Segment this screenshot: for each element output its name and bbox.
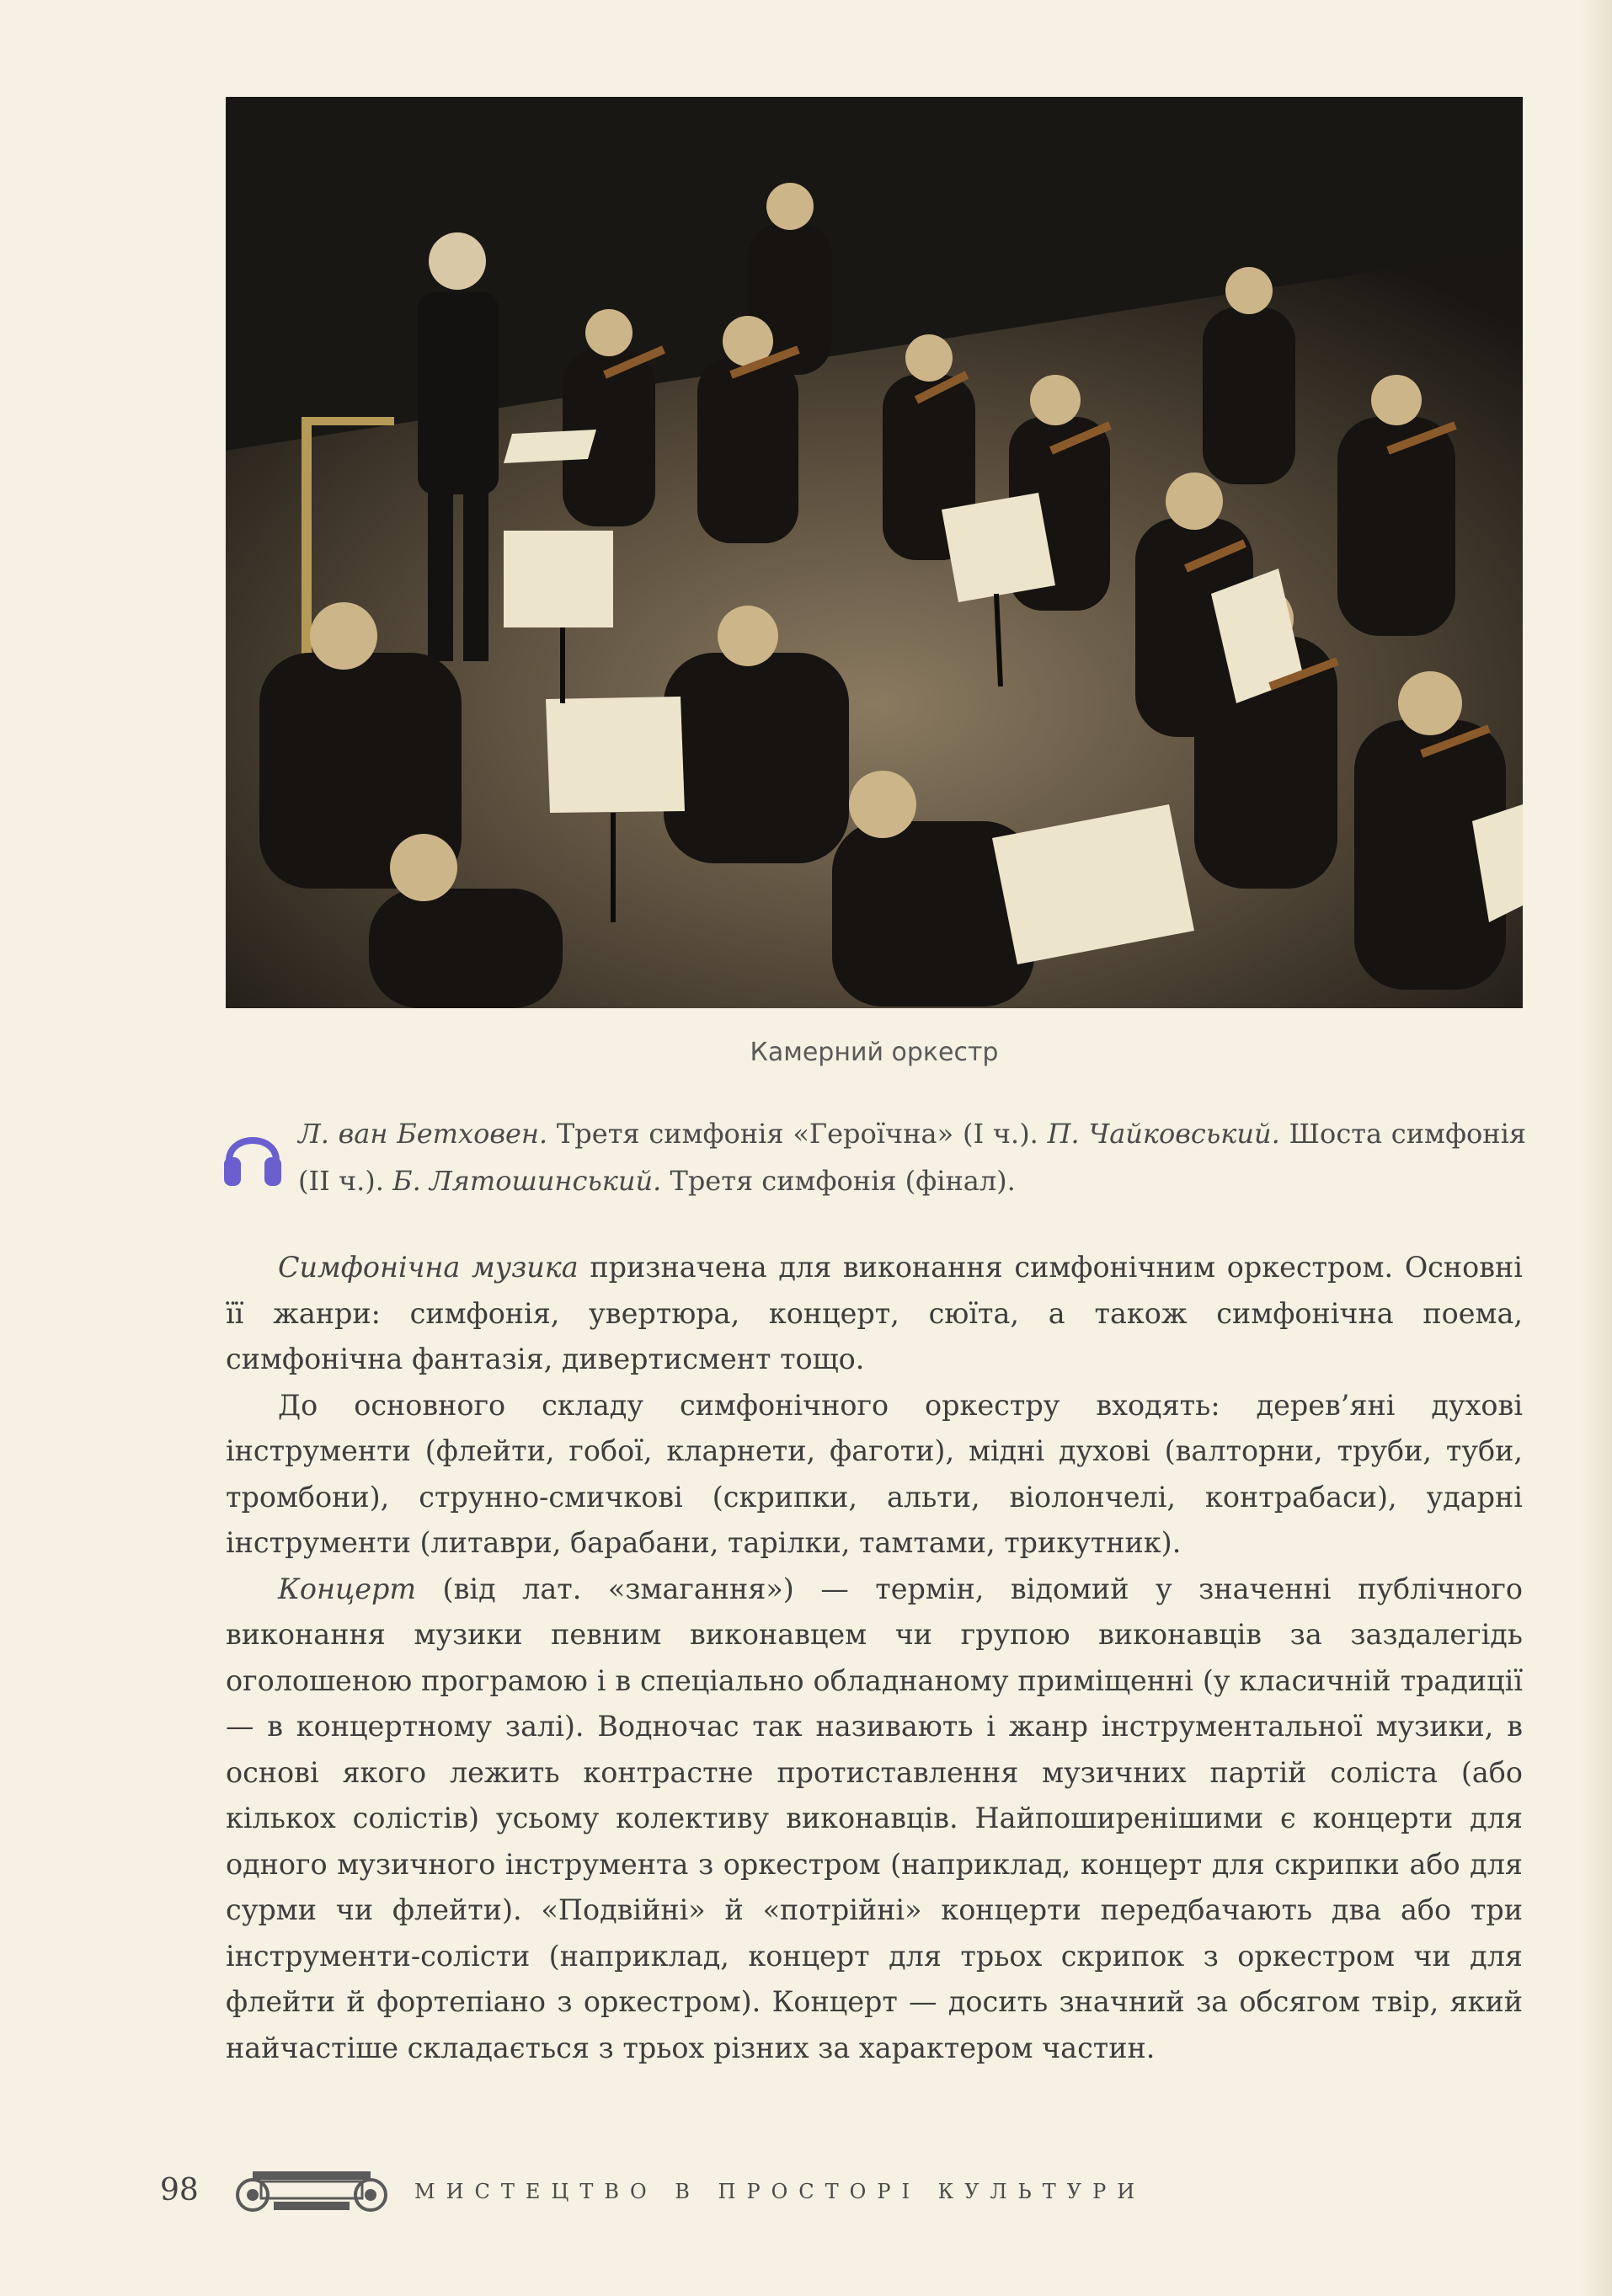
composer-lyatoshynsky: Б. Лятошинський. — [392, 1165, 662, 1197]
photo-caption: Камерний оркестр — [750, 1038, 999, 1067]
headphones-icon — [221, 1120, 285, 1191]
page-number: 98 — [160, 2173, 199, 2208]
body-text — [226, 1245, 1523, 2071]
composer-tchaikovsky: П. Чайковський. — [1047, 1118, 1280, 1150]
orchestra-photo — [226, 97, 1523, 1008]
paragraph-text: До основного складу симфонічного оркестру входять: дерев’яні духові інструменти (флейти, гобої, кларнети, фаготи), мідні духові (валторни, труби, туби, тромбони), струнно-смичкові (скрипки, альти, віолончелі, контрабаси), ударні інструменти (литаври, барабани, тарілки, тамтами, трикутник). — [226, 1388, 1523, 1559]
composer-beethoven: Л. ван Бетховен. — [298, 1118, 548, 1150]
term-concerto: Концерт — [278, 1572, 417, 1605]
paragraph-text: призначена для виконання симфонічним оркестром. Основні її жанри: симфонія, увертюра, концерт, сюїта, а також симфонічна поема, симфонічна фантазія, дивертисмент тощо. — [226, 1251, 1523, 1375]
page-footer — [160, 2168, 1508, 2219]
listening-block — [221, 1110, 1526, 1211]
paragraph-symphonic-music — [226, 1245, 1523, 1383]
paragraph-text: (від лат. «змагання») — термін, відомий у значенні публічного виконання музики певним виконавцем чи групою виконавців за заздалегідь оголошеною програмою і в спеціально обладнаному приміщенні (у класичній традиції — в концертному залі). Водночас так називають і жанр інструментальної музики, в основі якого лежить контрастне протиставлення музичних партій соліста (або кількох солістів) усьому колективу виконавців. Найпоширенішими є концерти для одного музичного інструмента з оркестром (наприклад, концерт для скрипки або для сурми чи флейти). «Подвійні» й «потрійні» концерти передбачають два або три інструменти-солісти (наприклад, концерт для трьох скрипок з оркестром чи для флейти й фортепіано з оркестром). Концерт — досить значний за обсягом твір, який найчастіше складається з трьох різних за характером частин. — [226, 1572, 1523, 2064]
paragraph-orchestra-composition — [226, 1383, 1523, 1567]
page-edge — [1578, 0, 1612, 2296]
column-capital-ornament-icon — [227, 2168, 396, 2215]
term-symphonic-music: Симфонічна музика — [278, 1251, 579, 1284]
listening-list — [298, 1110, 1526, 1204]
running-title: МИСТЕЦТВО В ПРОСТОРІ КУЛЬТУРИ — [414, 2180, 1146, 2203]
work-beethoven: Третя симфонія «Героїчна» (І ч.). — [547, 1118, 1048, 1150]
orchestra-illustration — [226, 97, 1523, 1008]
paragraph-concerto — [226, 1567, 1523, 2072]
work-lyatoshynsky: Третя симфонія (фінал). — [661, 1165, 1016, 1197]
work-tchaikovsky: Шоста симфонія (ІІ ч.). — [298, 1118, 1526, 1197]
